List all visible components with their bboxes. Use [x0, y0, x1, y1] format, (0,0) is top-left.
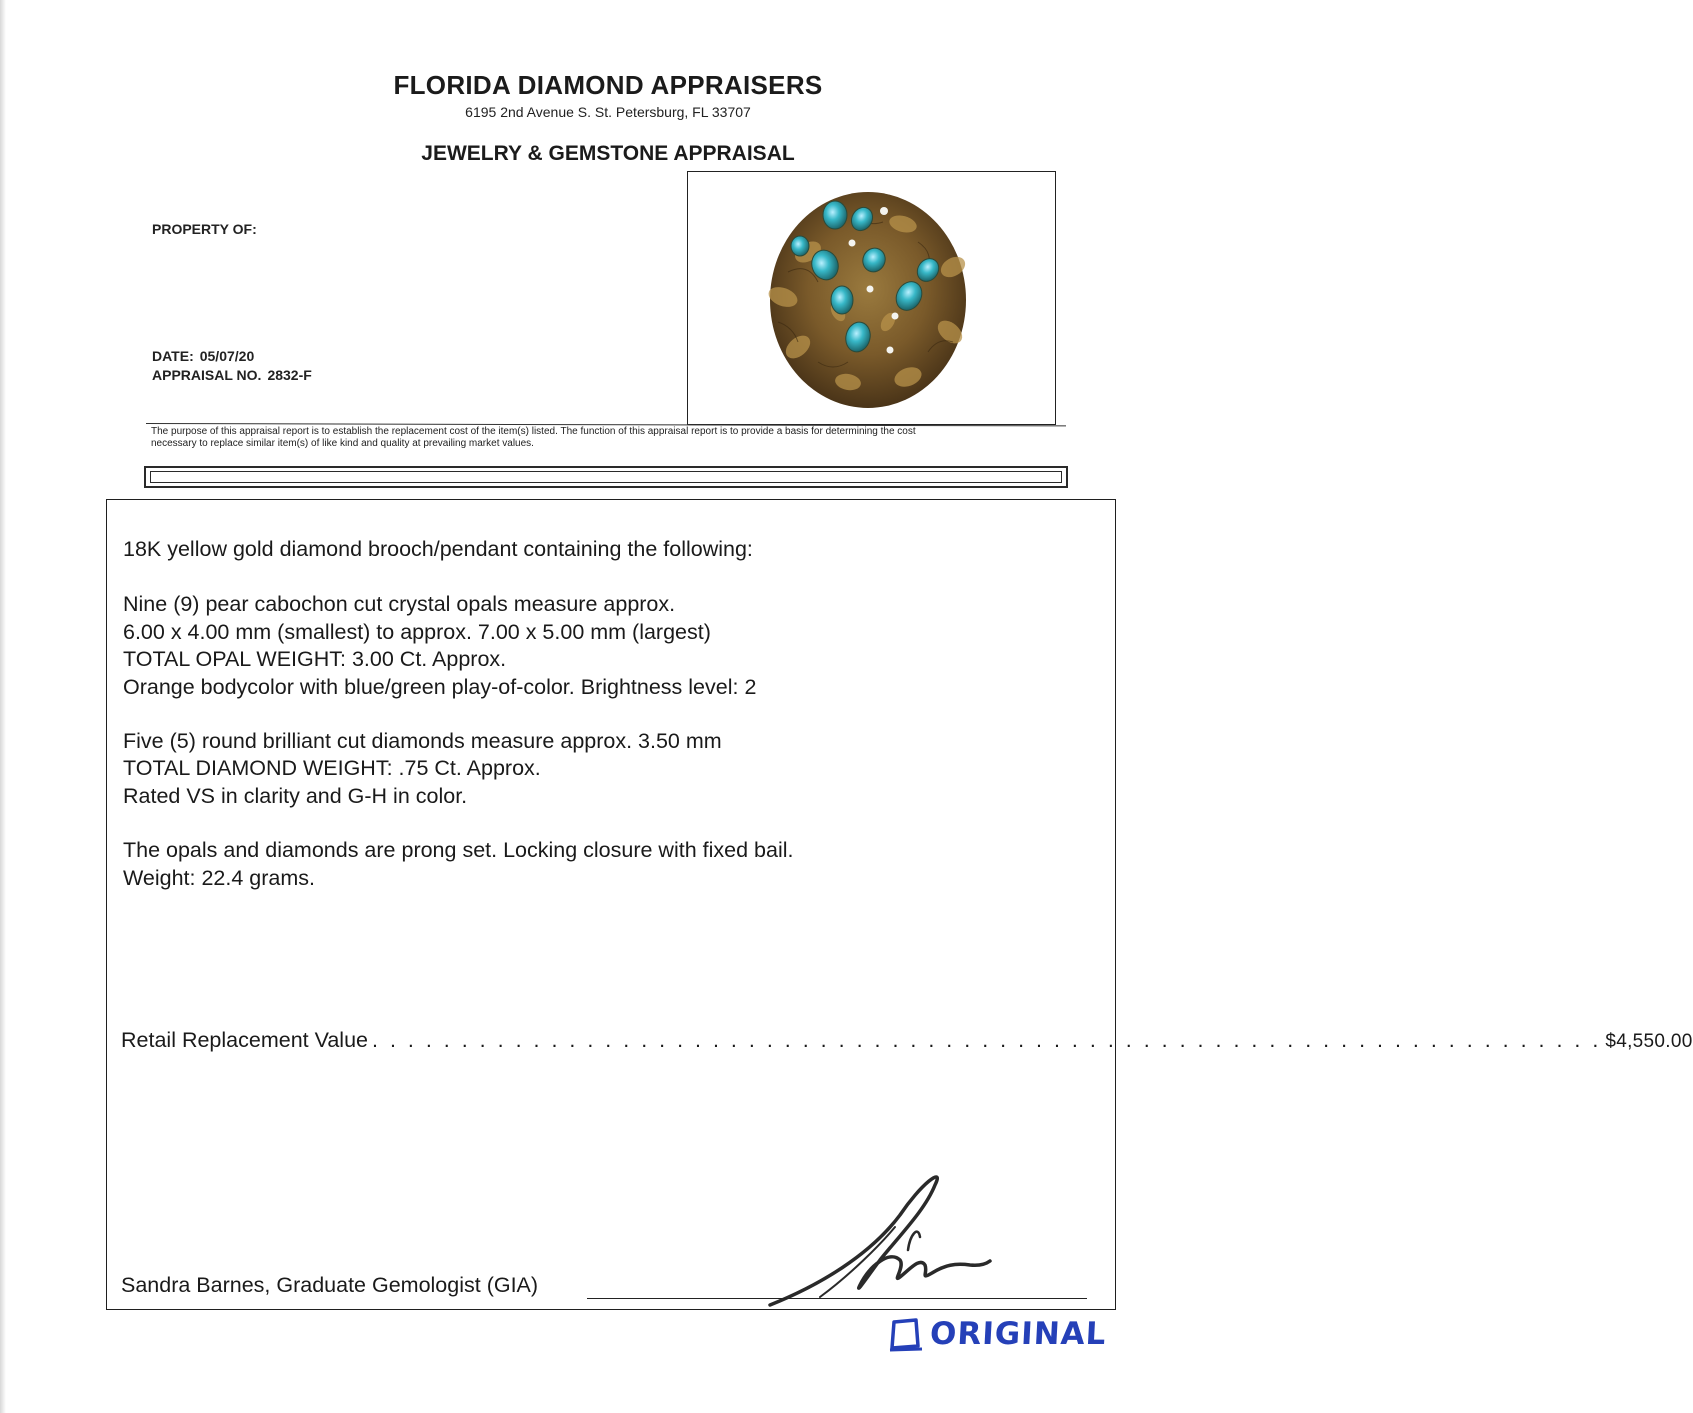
brooch-photo [688, 172, 1055, 424]
signature-line [587, 1298, 1087, 1299]
document-title: JEWELRY & GEMSTONE APPRAISAL [421, 142, 795, 165]
handwritten-signature [760, 1165, 1000, 1320]
replacement-value-row [121, 1028, 1693, 1053]
item-intro: 18K yellow gold diamond brooch/pendant containing the following: [123, 537, 753, 561]
diamond-line-3: Rated VS in clarity and G-H in color. [123, 784, 468, 808]
replacement-value-label: Retail Replacement Value [121, 1028, 368, 1052]
appraisal-number-value: 2832-F [267, 367, 312, 383]
divider-bar [144, 466, 1068, 488]
company-address: 6195 2nd Avenue S. St. Petersburg, FL 33707 [465, 104, 751, 120]
opal-line-1: Nine (9) pear cabochon cut crystal opals measure approx. [123, 592, 676, 616]
property-of-label: PROPERTY OF: [152, 221, 257, 237]
stamp-bracket-icon [886, 1316, 926, 1354]
date-label: DATE: [152, 348, 194, 364]
date-row [152, 348, 254, 364]
diamond-line-2: TOTAL DIAMOND WEIGHT: .75 Ct. Approx. [123, 756, 541, 780]
setting-line-1: The opals and diamonds are prong set. Locking closure with fixed bail. [123, 838, 794, 862]
signatory-label: Sandra Barnes, Graduate Gemologist (GIA) [121, 1273, 539, 1297]
leader-dots: . . . . . . . . . . . . . . . . . . . . . . . . . . . . . . . . . . . . . . . . . . . . . . . . . . . . . . . . . . . . . . . . . . . . . [372, 1028, 1602, 1052]
opal-line-4: Orange bodycolor with blue/green play-of-color. Brightness level: 2 [123, 675, 757, 699]
purpose-line-1: The purpose of this appraisal report is to establish the replacement cost of the item(s) listed. The function of this appraisal report is to provide a basis for determining the cost [151, 426, 916, 437]
purpose-statement [151, 426, 1071, 450]
diamond-line-1: Five (5) round brilliant cut diamonds measure approx. 3.50 mm [123, 729, 722, 753]
setting-line-2: Weight: 22.4 grams. [123, 866, 315, 890]
purpose-line-2: necessary to replace similar item(s) of like kind and quality at prevailing market values. [151, 438, 534, 449]
appraisal-number-label: APPRAISAL NO. [152, 367, 262, 383]
opal-line-2: 6.00 x 4.00 mm (smallest) to approx. 7.00 x 5.00 mm (largest) [123, 620, 711, 644]
opal-line-3: TOTAL OPAL WEIGHT: 3.00 Ct. Approx. [123, 647, 507, 671]
date-value: 05/07/20 [199, 348, 255, 364]
stamp-text: ORIGINAL [929, 1316, 1108, 1352]
item-photo-frame [687, 171, 1056, 425]
company-name: FLORIDA DIAMOND APPRAISERS [393, 70, 823, 100]
replacement-value-amount: $4,550.00 [1605, 1031, 1693, 1052]
appraisal-number-row [152, 367, 312, 383]
scan-edge-shadow [0, 0, 6, 1413]
original-stamp [886, 1312, 1108, 1354]
